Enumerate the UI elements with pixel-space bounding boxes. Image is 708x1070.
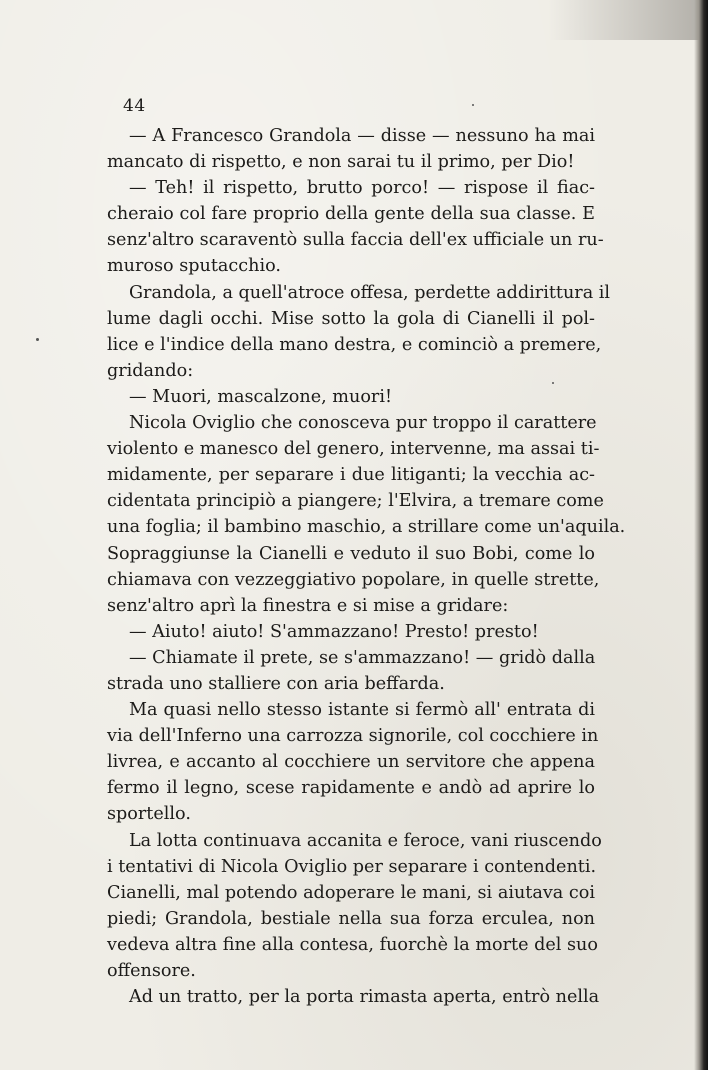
text-line: Grandola, a quell'atroce offesa, perdette addirittura il (129, 282, 611, 303)
text-line: midamente, per separare i due litiganti; la vecchia ac- (107, 465, 595, 486)
text-line: — A Francesco Grandola — disse — nessuno ha mai (129, 126, 595, 146)
text-line: una foglia; il bambino maschio, a strillare come un'aquila. (107, 517, 626, 538)
text-line: gridando: (107, 360, 194, 381)
book-spine-edge (694, 0, 708, 1070)
text-line: i tentativi di Nicola Oviglio per separare i contendenti. (107, 856, 597, 877)
text-line: Ma quasi nello stesso istante si fermò all' entrata di (129, 700, 595, 721)
text-line: La lotta continuava accanita e feroce, vani riuscendo (129, 830, 602, 851)
page-number: 44 (123, 96, 146, 116)
text-line: sportello. (107, 804, 191, 825)
text-line: fermo il legno, scese rapidamente e andò ad aprire lo (107, 778, 595, 799)
text-line: — Muori, mascalzone, muori! (129, 386, 393, 407)
paper-speck (472, 104, 474, 106)
text-line: lice e l'indice della mano destra, e cominciò a premere, (107, 334, 602, 355)
text-line: senz'altro aprì la finestra e si mise a gridare: (107, 595, 509, 616)
text-line: vedeva altra fine alla contesa, fuorchè la morte del suo (107, 934, 598, 955)
text-line: via dell'Inferno una carrozza signorile, col cocchiere in (107, 726, 599, 747)
text-line: livrea, e accanto al cocchiere un servitore che appena (107, 752, 595, 773)
text-line: — Teh! il rispetto, brutto porco! — rispose il fiac- (129, 178, 595, 199)
text-line: Ad un tratto, per la porta rimasta aperta, entrò nella (129, 987, 600, 1008)
text-line: lume dagli occhi. Mise sotto la gola di Cianelli il pol- (107, 308, 595, 329)
text-line: Nicola Oviglio che conosceva pur troppo il carattere (129, 413, 597, 434)
text-line: mancato di rispetto, e non sarai tu il primo, per Dio! (107, 152, 575, 173)
text-line: chiamava con vezzeggiativo popolare, in quelle strette, (107, 569, 600, 590)
text-line: — Aiuto! aiuto! S'ammazzano! Presto! presto! (129, 621, 539, 642)
text-line: senz'altro scaraventò sulla faccia dell'ex ufficiale un ru- (107, 230, 604, 251)
text-line: piedi; Grandola, bestiale nella sua forza erculea, non (107, 908, 595, 929)
text-line: muroso sputacchio. (107, 256, 281, 277)
text-line: strada uno stalliere con aria beffarda. (107, 673, 445, 694)
text-line: Cianelli, mal potendo adoperare le mani, si aiutava coi (107, 882, 595, 903)
text-line: cidentata principiò a piangere; l'Elvira, a tremare come (107, 491, 604, 512)
text-line: cheraio col fare proprio della gente della sua classe. E (107, 204, 595, 225)
paper-speck (36, 338, 39, 341)
text-line: violento e manesco del genero, intervenne, ma assai ti- (107, 439, 600, 460)
text-line: Sopraggiunse la Cianelli e veduto il suo Bobi, come lo (107, 543, 595, 564)
text-line: — Chiamate il prete, se s'ammazzano! — gridò dalla (129, 647, 596, 668)
page-corner-shadow (548, 0, 708, 40)
text-line: offensore. (107, 961, 196, 981)
body-text (107, 123, 626, 1010)
